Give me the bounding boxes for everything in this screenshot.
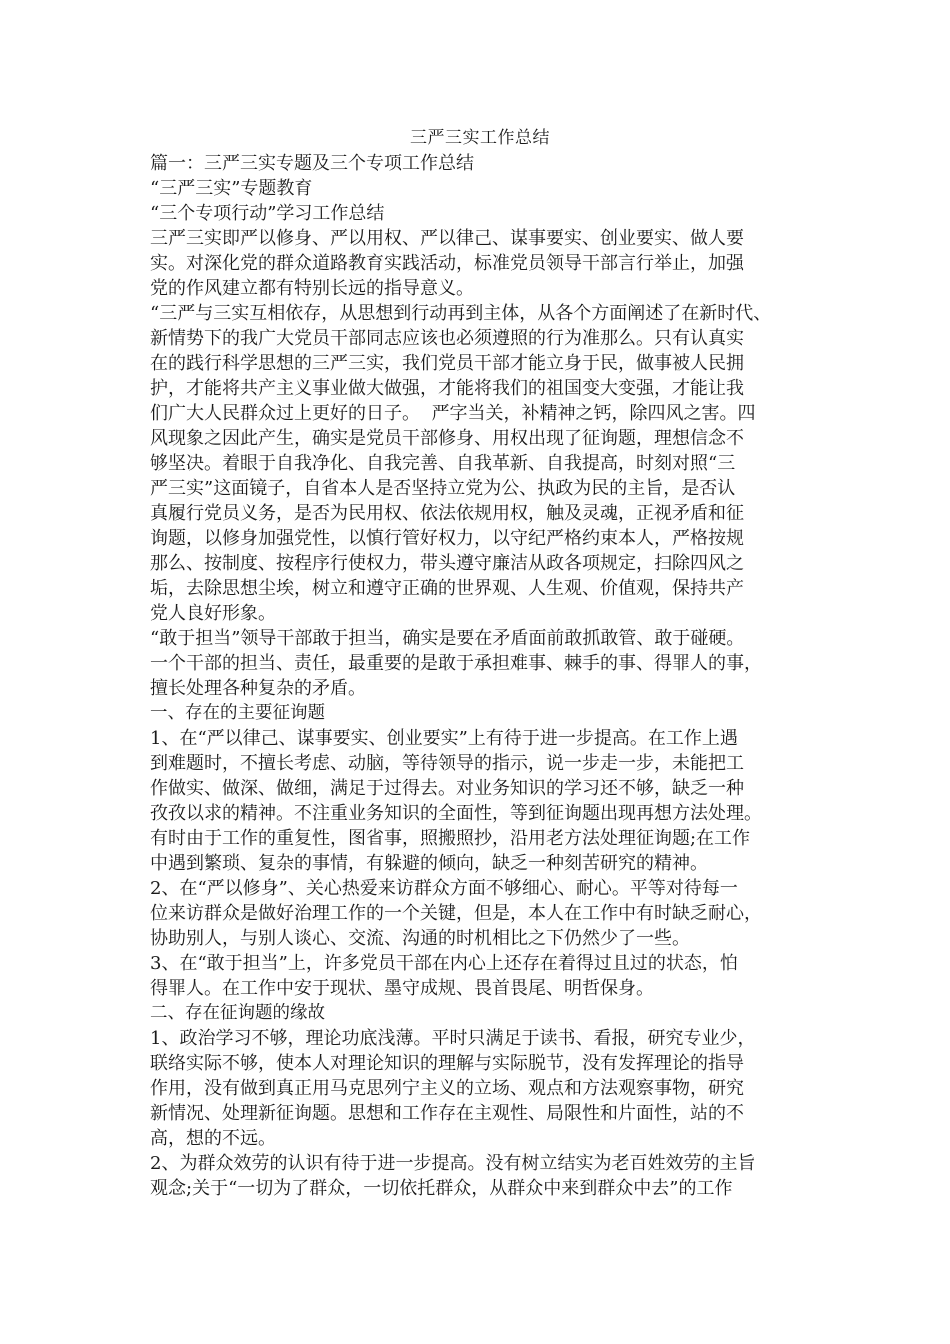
text-line: “敢于担当”领导干部敢于担当，确实是要在矛盾面前敢抓敢管、敢于碰硬。 (150, 628, 745, 649)
text-line: “三个专项行动”学习工作总结 (150, 203, 385, 224)
text-line: 擅长处理各种复杂的矛盾。 (150, 678, 366, 699)
text-line: 篇一：三严三实专题及三个专项工作总结 (150, 153, 474, 174)
section-heading: 二、存在征询题的缘故 (150, 1003, 325, 1023)
text-line: 风现象之因此产生，确实是党员干部修身、用权出现了征询题，理想信念不 (150, 428, 744, 449)
text-line: 垢，去除思想尘埃，树立和遵守正确的世界观、人生观、价值观，保持共产 (150, 578, 744, 599)
text-line: 新情况、处理新征询题。思想和工作存在主观性、局限性和片面性，站的不 (150, 1103, 744, 1124)
text-line: 真履行党员义务，是否为民用权、依法依规用权，触及灵魂，正视矛盾和征 (150, 503, 744, 524)
text-line: 2、为群众效劳的认识有待于进一步提高。没有树立结实为老百姓效劳的主旨 (150, 1153, 756, 1174)
text-line: 那么、按制度、按程序行使权力，带头遵守廉洁从政各项规定，扫除四风之 (150, 553, 744, 574)
text-line: 实。对深化党的群众道路教育实践活动，标准党员领导干部言行举止，加强 (150, 253, 744, 274)
text-line: 党人良好形象。 (150, 603, 276, 624)
text-line: 询题，以修身加强党性，以慎行管好权力，以守纪严格约束本人，严格按规 (150, 528, 744, 549)
text-line: 们广大人民群众过上更好的日子。 严字当关，补精神之钙，除四风之害。四 (150, 403, 756, 424)
text-line: 2、在“严以修身”、关心热爱来访群众方面不够细心、耐心。平等对待每一 (150, 878, 738, 899)
text-line: “三严与三实互相依存，从思想到行动再到主体，从各个方面阐述了在新时代、 (150, 303, 772, 324)
text-line: 有时由于工作的重复性，图省事，照搬照抄，沿用老方法处理征询题;在工作 (150, 828, 751, 849)
text-line: 在的践行科学思想的三严三实，我们党员干部才能立身于民，做事被人民拥 (150, 353, 744, 374)
text-line: 孜孜以求的精神。不注重业务知识的全面性，等到征询题出现再想方法处理。 (150, 803, 762, 824)
text-line: 党的作风建立都有特别长远的指导意义。 (150, 278, 474, 299)
text-line: 1、政治学习不够，理论功底浅薄。平时只满足于读书、看报，研究专业少， (150, 1028, 756, 1049)
text-line: “三严三实”专题教育 (150, 178, 313, 199)
text-line: 作用，没有做到真正用马克思列宁主义的立场、观点和方法观察事物，研究 (150, 1078, 744, 1099)
text-line: 高，想的不远。 (150, 1128, 276, 1149)
text-line: 新情势下的我广大党员干部同志应该也必须遵照的行为准那么。只有认真实 (150, 328, 744, 349)
text-line: 1、在“严以律己、谋事要实、创业要实”上有待于进一步提高。在工作上遇 (150, 728, 738, 749)
text-line: 得罪人。在工作中安于现状、墨守成规、畏首畏尾、明哲保身。 (150, 978, 654, 999)
document-body (150, 125, 810, 1201)
text-line: 一个干部的担当、责任，最重要的是敢于承担难事、棘手的事、得罪人的事， (150, 653, 762, 674)
text-line: 3、在“敢于担当”上，许多党员干部在内心上还存在着得过且过的状态，怕 (150, 953, 738, 974)
text-line: 观念;关于“一切为了群众，一切依托群众，从群众中来到群众中去”的工作 (150, 1178, 733, 1199)
text-line: 够坚决。着眼于自我净化、自我完善、自我革新、自我提高，时刻对照“三 (150, 453, 736, 474)
section-heading: 一、存在的主要征询题 (150, 703, 325, 723)
text-line: 到难题时，不擅长考虑、动脑，等待领导的指示，说一步走一步，未能把工 (150, 753, 744, 774)
text-line: 三严三实即严以修身、严以用权、严以律己、谋事要实、创业要实、做人要 (150, 228, 744, 249)
text-line: 协助别人，与别人谈心、交流、沟通的时机相比之下仍然少了一些。 (150, 928, 690, 949)
text-line: 联络实际不够，使本人对理论知识的理解与实际脱节，没有发挥理论的指导 (150, 1053, 744, 1074)
text-line: 护，才能将共产主义事业做大做强，才能将我们的祖国变大变强，才能让我 (150, 378, 744, 399)
text-line: 严三实”这面镜子，自省本人是否坚持立党为公、执政为民的主旨，是否认 (150, 478, 736, 499)
text-line: 中遇到繁琐、复杂的事情，有躲避的倾向，缺乏一种刻苦研究的精神。 (150, 853, 708, 874)
text-line: 作做实、做深、做细，满足于过得去。对业务知识的学习还不够，缺乏一种 (150, 778, 744, 799)
text-line: 位来访群众是做好治理工作的一个关键，但是，本人在工作中有时缺乏耐心， (150, 903, 762, 924)
document-title: 三严三实工作总结 (410, 128, 550, 148)
document-text (150, 151, 810, 1201)
